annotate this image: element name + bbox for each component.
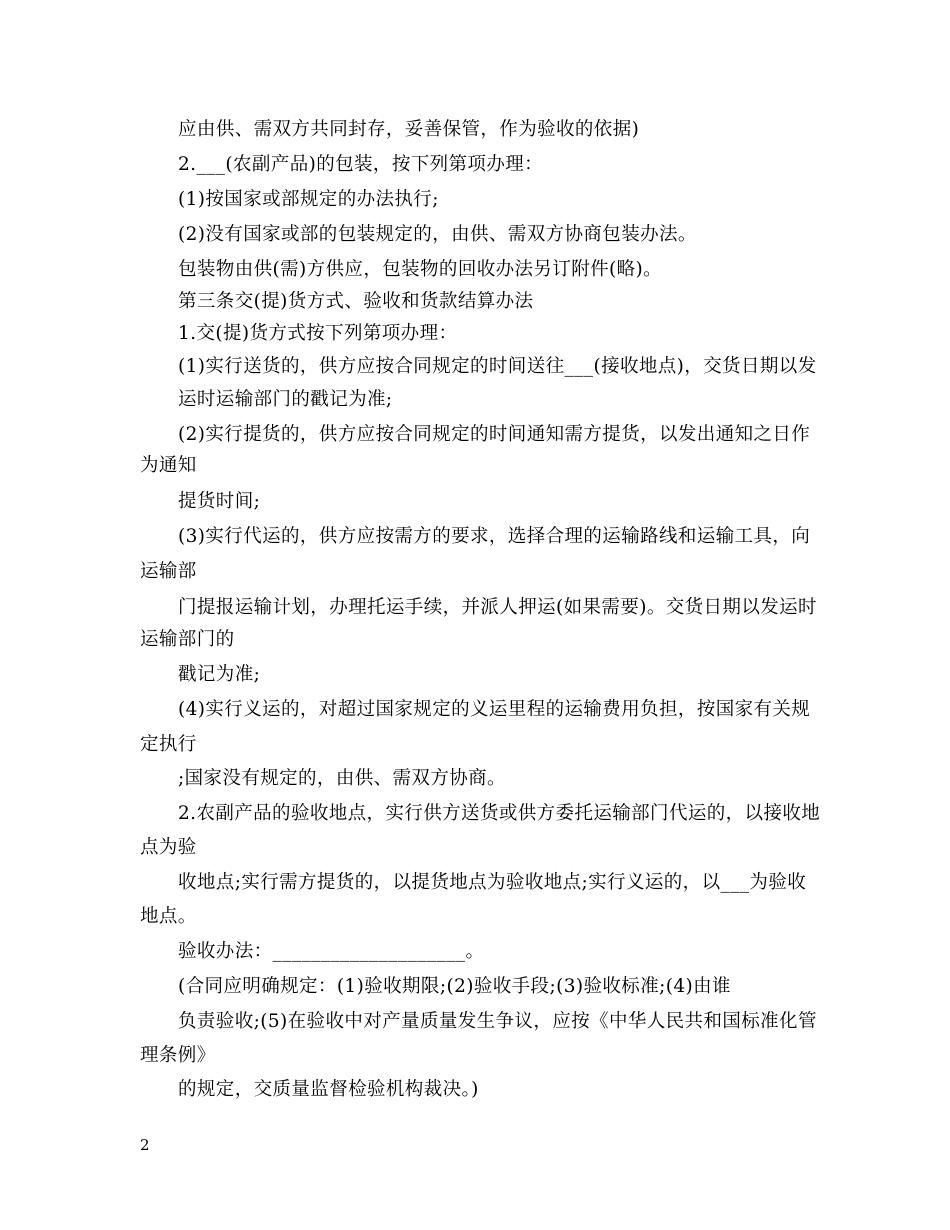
- paragraph-line: 验收办法：____________________。: [178, 941, 485, 962]
- paragraph-line: 负责验收;(5)在验收中对产量质量发生争议，应按《中华人民共和国标准化管: [178, 1011, 817, 1032]
- paragraph-line: (4)实行义运的，对超过国家规定的义运里程的运输费用负担，按国家有关规: [178, 699, 811, 720]
- paragraph-line: 提货时间;: [178, 491, 261, 512]
- paragraph-line: (2)没有国家或部的包装规定的，由供、需双方协商包装办法。: [178, 224, 697, 245]
- paragraph-line: 2.农副产品的验收地点，实行供方送货或供方委托运输部门代运的，以接收地: [178, 803, 821, 824]
- paragraph-line: 戳记为准;: [178, 664, 261, 685]
- paragraph-line: (1)按国家或部规定的办法执行;: [178, 189, 439, 210]
- paragraph-line: 应由供、需双方共同封存，妥善保管，作为验收的依据): [178, 119, 640, 140]
- paragraph-line: 点为验: [140, 837, 197, 858]
- paragraph-line: ;国家没有规定的，由供、需双方协商。: [178, 768, 506, 789]
- paragraph-line: 门提报运输计划，办理托运手续，并派人押运(如果需要)。交货日期以发运时: [178, 597, 817, 618]
- paragraph-line: (2)实行提货的，供方应按合同规定的时间通知需方提货，以发出通知之日作: [178, 424, 811, 445]
- paragraph-line: 的规定，交质量监督检验机构裁决。): [178, 1079, 479, 1100]
- paragraph-line: (1)实行送货的，供方应按合同规定的时间送往___(接收地点)，交货日期以发: [178, 356, 817, 377]
- paragraph-line: 为通知: [140, 455, 197, 476]
- paragraph-line: 2.___(农副产品)的包装，按下列第项办理：: [178, 154, 544, 175]
- page-number: 2: [140, 1136, 150, 1154]
- paragraph-line: 地点。: [140, 906, 197, 927]
- paragraph-line: 理条例》: [140, 1045, 216, 1066]
- paragraph-line: (3)实行代运的，供方应按需方的要求，选择合理的运输路线和运输工具，向: [178, 526, 811, 547]
- paragraph-line: 运时运输部门的戳记为准;: [178, 389, 393, 410]
- paragraph-line: (合同应明确规定：(1)验收期限;(2)验收手段;(3)验收标准;(4)由谁: [178, 976, 731, 997]
- paragraph-line: 1.交(提)货方式按下列第项办理：: [178, 323, 458, 344]
- paragraph-line: 收地点;实行需方提货的，以提货地点为验收地点;实行义运的，以___为验收: [178, 872, 807, 893]
- paragraph-line: 运输部门的: [140, 629, 235, 650]
- paragraph-line: 包装物由供(需)方供应，包装物的回收办法另订附件(略)。: [178, 259, 663, 280]
- paragraph-line: 定执行: [140, 734, 197, 755]
- paragraph-line: 运输部: [140, 561, 197, 582]
- section-heading: 第三条交(提)货方式、验收和货款结算办法: [178, 291, 534, 312]
